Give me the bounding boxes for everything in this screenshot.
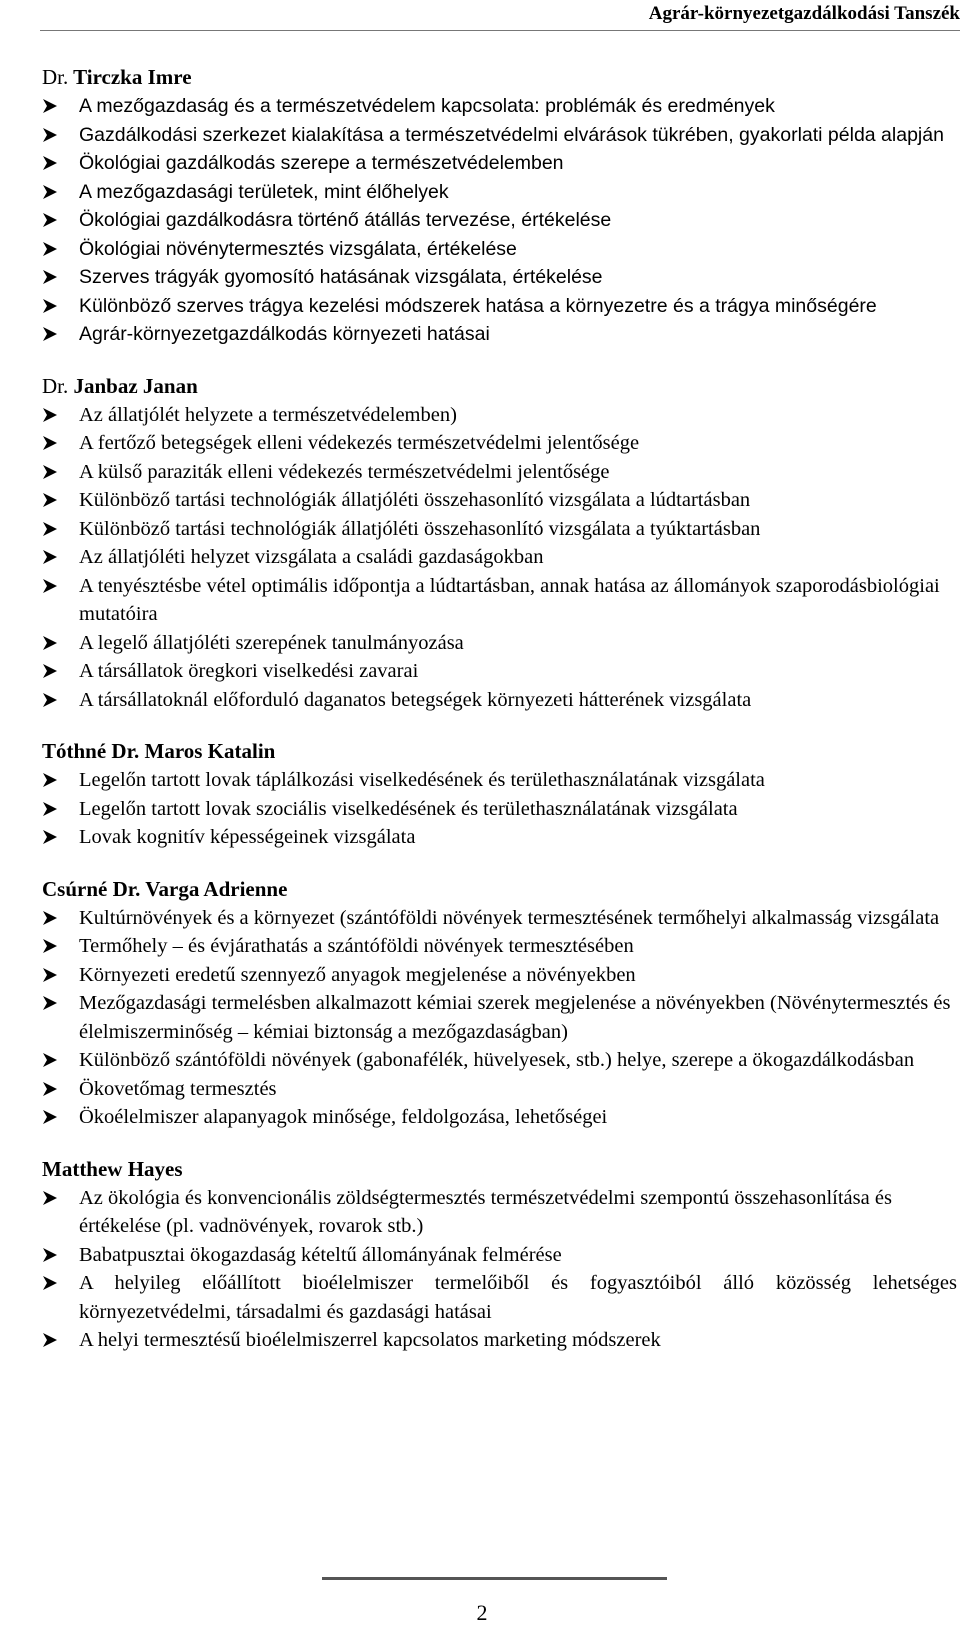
topic-item: Különböző szántóföldi növények (gabonafélék, hüvelyesek, stb.) helye, szerepe a ökogazdálkodásban [42,1046,957,1075]
topic-item: A helyileg előállított bioélelmiszer termelőiből és fogyasztóiból álló közösség lehetséges környezetvédelmi, társadalmi és gazdasági hatásai [42,1269,957,1326]
topic-list [42,92,957,349]
topic-item: Környezeti eredetű szennyező anyagok megjelenése a növényekben [42,961,957,990]
topic-item: Különböző tartási technológiák állatjóléti összehasonlító vizsgálata a tyúktartásban [42,515,957,544]
arrowhead-bullet-icon [42,989,62,1017]
arrowhead-bullet-icon [42,458,62,486]
arrowhead-bullet-icon [42,515,62,543]
topic-item: Az ökológia és konvencionális zöldségtermesztés természetvédelmi szempontú összehasonlítása és értékelése (pl. vadnövények, rovarok stb.) [42,1184,957,1241]
supervisor-section [42,1155,957,1355]
arrowhead-bullet-icon [42,686,62,714]
topic-item: Ökológiai növénytermesztés vizsgálata, értékelése [42,235,957,264]
arrowhead-bullet-icon [42,904,62,932]
topic-item: A tenyésztésbe vétel optimális időpontja a lúdtartásban, annak hatása az állományok szaporodásbiológiai mutatóira [42,572,957,629]
topic-item: Ökológiai gazdálkodásra történő átállás tervezése, értékelése [42,206,957,235]
topic-item: A mezőgazdasági területek, mint élőhelyek [42,178,957,207]
topic-item: Legelőn tartott lovak táplálkozási viselkedésének és területhasználatának vizsgálata [42,766,957,795]
arrowhead-bullet-icon [42,92,62,120]
arrowhead-bullet-icon [42,1184,62,1212]
arrowhead-bullet-icon [42,206,62,234]
supervisor-name: Dr. Tirczka Imre [42,65,192,89]
arrowhead-bullet-icon [42,932,62,960]
topic-item: A külső paraziták elleni védekezés természetvédelmi jelentősége [42,458,957,487]
department-header: Agrár-környezetgazdálkodási Tanszék [648,3,960,24]
topic-item: A helyi termesztésű bioélelmiszerrel kapcsolatos marketing módszerek [42,1326,957,1355]
supervisor-section [42,372,957,715]
topic-list [42,904,957,1132]
arrowhead-bullet-icon [42,629,62,657]
footer-rule [322,1577,667,1580]
topic-item: Babatpusztai ökogazdaság kételtű állományának felmérése [42,1241,957,1270]
topic-item: Szerves trágyák gyomosító hatásának vizsgálata, értékelése [42,263,957,292]
topic-item: Ökoélelmiszer alapanyagok minősége, feldolgozása, lehetőségei [42,1103,957,1132]
header-rule [40,30,960,31]
topic-list [42,766,957,852]
supervisor-name: Tóthné Dr. Maros Katalin [42,739,276,763]
document-body [42,63,957,1378]
supervisor-name: Csúrné Dr. Varga Adrienne [42,876,288,901]
arrowhead-bullet-icon [42,1326,62,1354]
topic-item: A legelő állatjóléti szerepének tanulmányozása [42,629,957,658]
supervisor-name: Dr. Janbaz Janan [42,373,198,398]
arrowhead-bullet-icon [42,657,62,685]
topic-item: Lovak kognitív képességeinek vizsgálata [42,823,957,852]
topic-item: Az állatjólét helyzete a természetvédelemben) [42,401,957,430]
arrowhead-bullet-icon [42,486,62,514]
arrowhead-bullet-icon [42,543,62,571]
arrowhead-bullet-icon [42,823,62,851]
topic-item: A fertőző betegségek elleni védekezés természetvédelmi jelentősége [42,429,957,458]
arrowhead-bullet-icon [42,178,62,206]
topic-item: Kultúrnövények és a környezet (szántóföldi növények termesztésének termőhelyi alkalmasság vizsgálata [42,904,957,933]
page-number: 2 [476,1600,488,1625]
supervisor-section [42,63,957,349]
topic-item: Gazdálkodási szerkezet kialakítása a természetvédelmi elvárások tükrében, gyakorlati példa alapján [42,121,957,150]
topic-item: A társállatoknál előforduló daganatos betegségek környezeti hátterének vizsgálata [42,686,957,715]
supervisor-section [42,875,957,1132]
arrowhead-bullet-icon [42,401,62,429]
topic-item: Ökovetőmag termesztés [42,1075,957,1104]
arrowhead-bullet-icon [42,961,62,989]
topic-item: Termőhely – és évjárathatás a szántóföldi növények termesztésében [42,932,957,961]
supervisor-section [42,737,957,852]
arrowhead-bullet-icon [42,235,62,263]
arrowhead-bullet-icon [42,1075,62,1103]
topic-list [42,1184,957,1355]
topic-item: Ökológiai gazdálkodás szerepe a természetvédelemben [42,149,957,178]
topic-item: Legelőn tartott lovak szociális viselkedésének és területhasználatának vizsgálata [42,795,957,824]
topic-item: A mezőgazdaság és a természetvédelem kapcsolata: problémák és eredmények [42,92,957,121]
topic-item: Különböző tartási technológiák állatjóléti összehasonlító vizsgálata a lúdtartásban [42,486,957,515]
arrowhead-bullet-icon [42,795,62,823]
arrowhead-bullet-icon [42,1241,62,1269]
arrowhead-bullet-icon [42,292,62,320]
arrowhead-bullet-icon [42,263,62,291]
arrowhead-bullet-icon [42,1103,62,1131]
arrowhead-bullet-icon [42,572,62,600]
arrowhead-bullet-icon [42,1269,62,1297]
arrowhead-bullet-icon [42,429,62,457]
topic-item: Agrár-környezetgazdálkodás környezeti hatásai [42,320,957,349]
topic-list [42,401,957,715]
arrowhead-bullet-icon [42,320,62,348]
topic-item: Mezőgazdasági termelésben alkalmazott kémiai szerek megjelenése a növényekben (Növénytermesztés és élelmiszerminőség – kémiai biztonság a mezőgazdaságban) [42,989,957,1046]
arrowhead-bullet-icon [42,766,62,794]
topic-item: Különböző szerves trágya kezelési módszerek hatása a környezetre és a trágya minőségére [42,292,957,321]
arrowhead-bullet-icon [42,1046,62,1074]
topic-item: Az állatjóléti helyzet vizsgálata a családi gazdaságokban [42,543,957,572]
arrowhead-bullet-icon [42,149,62,177]
supervisor-name: Matthew Hayes [42,1156,183,1181]
topic-item: A társállatok öregkori viselkedési zavarai [42,657,957,686]
arrowhead-bullet-icon [42,121,62,149]
